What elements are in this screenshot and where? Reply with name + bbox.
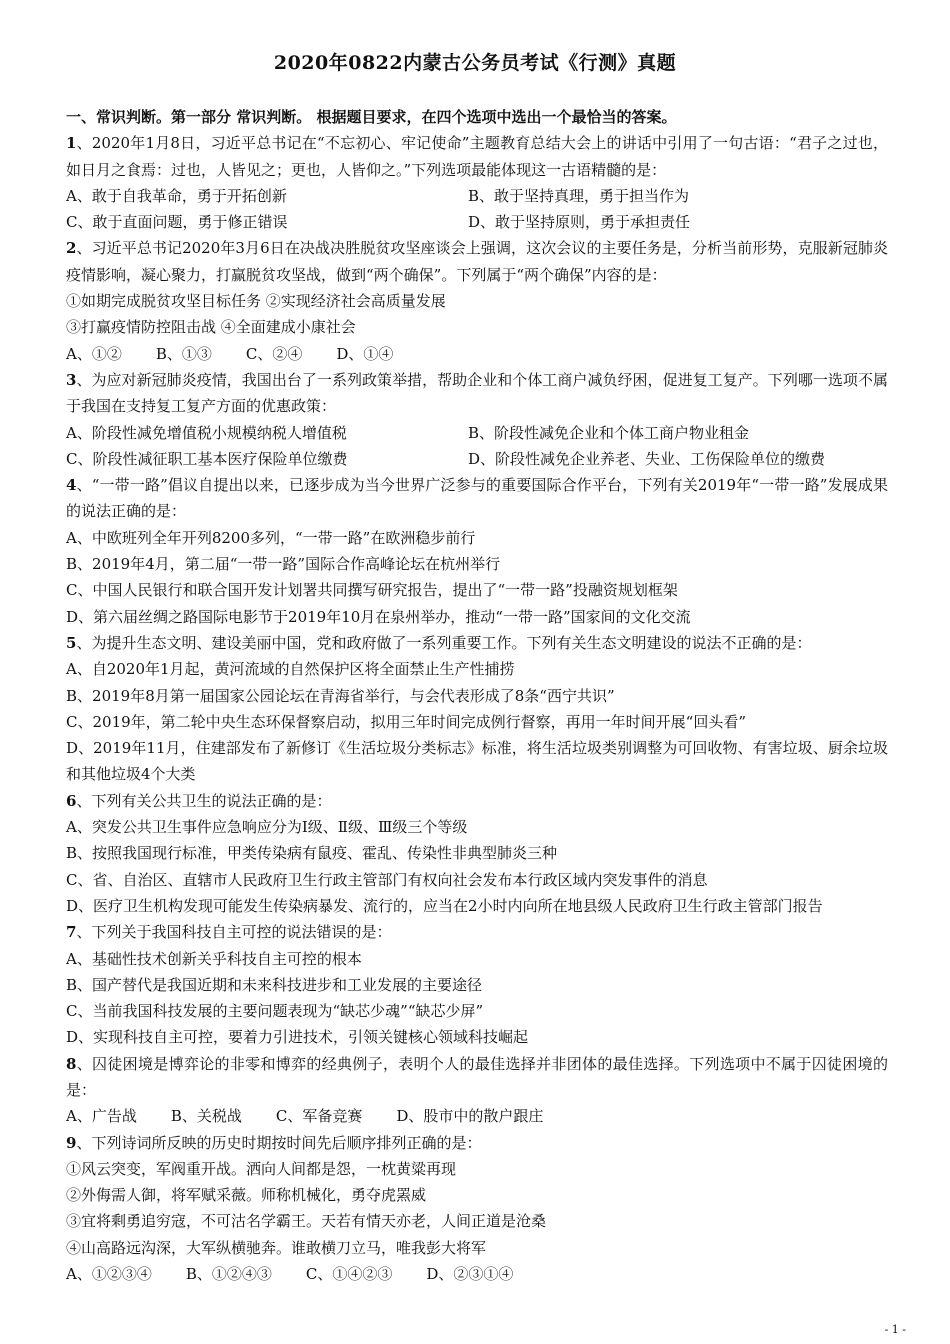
option-d: D、②③①④ <box>426 1265 514 1284</box>
statement: ④山高路远沟深，大军纵横驰奔。谁敢横刀立马，唯我彭大将军 <box>66 1238 487 1257</box>
option-b: B、国产替代是我国近期和未来科技进步和工业发展的主要途径 <box>66 975 483 994</box>
option-a: A、敢于自我革命，勇于开拓创新 <box>66 186 287 205</box>
document-title: 2020年0822内蒙古公务员考试《行测》真题 <box>273 52 677 74</box>
option-c: C、①④②③ <box>305 1265 393 1284</box>
option-b: B、按照我国现行标准，甲类传染病有鼠疫、霍乱、传染性非典型肺炎三种 <box>66 844 558 863</box>
option-row <box>66 420 888 446</box>
question-text: 、下列有关公共卫生的说法正确的是： <box>76 791 332 810</box>
question-7 <box>66 919 888 945</box>
question-number: 1 <box>66 134 77 153</box>
option-d: D、股市中的散户跟庄 <box>396 1107 544 1126</box>
statement: ③打赢疫情防控阻击战 ④全面建成小康社会 <box>66 318 356 337</box>
option-d: D、2019年11月，住建部发布了新修订《生活垃圾分类标志》标准，将生活垃圾类别调整为可回收物、有害垃圾、厨余垃圾和其他垃圾4个大类 <box>66 739 888 784</box>
question-5 <box>66 630 888 656</box>
option-b: B、2019年8月第一届国家公园论坛在青海省举行，与会代表形成了8条“西宁共识” <box>66 686 615 705</box>
question-number: 9 <box>66 1133 77 1152</box>
statement: ①如期完成脱贫攻坚目标任务 ②实现经济社会高质量发展 <box>66 292 446 311</box>
option-row <box>66 1261 888 1287</box>
option-row <box>66 1103 888 1129</box>
option-row <box>66 183 888 209</box>
option-d: D、实现科技自主可控，要着力引进技术，引领关键核心领域科技崛起 <box>66 1028 529 1047</box>
option-a: A、广告战 <box>66 1107 137 1126</box>
question-6 <box>66 788 888 814</box>
question-1 <box>66 130 888 183</box>
option-a: A、①②③④ <box>66 1265 152 1284</box>
question-number: 7 <box>66 923 77 942</box>
option-b: B、①③ <box>155 344 212 363</box>
question-text: 、下列关于我国科技自主可控的说法错误的是： <box>76 923 392 942</box>
option-a: A、①② <box>66 344 122 363</box>
question-text: 、“一带一路”倡议自提出以来，已逐步成为当今世界广泛参与的重要国际合作平台，下列有关2019年“一带一路”发展成果的说法正确的是： <box>66 476 888 521</box>
page-number: - 1 - <box>884 1323 906 1336</box>
option-c: C、当前我国科技发展的主要问题表现为“缺芯少魂”“缺芯少屏” <box>66 1002 484 1021</box>
option-b: B、阶段性减免企业和个体工商户物业租金 <box>468 423 750 442</box>
question-9 <box>66 1130 888 1156</box>
question-3 <box>66 367 888 420</box>
option-a: A、基础性技术创新关乎科技自主可控的根本 <box>66 949 362 968</box>
option-d: D、①④ <box>336 344 394 363</box>
question-number: 5 <box>66 633 77 652</box>
question-text: 、2020年1月8日，习近平总书记在“不忘初心、牢记使命”主题教育总结大会上的讲话中引用了一句古语：“君子之过也，如日月之食焉：过也，人皆见之；更也，人皆仰之。”下列选项最能体现这一古语精髓的是： <box>66 134 888 179</box>
question-text: 、为提升生态文明、建设美丽中国，党和政府做了一系列重要工作。下列有关生态文明建设的说法不正确的是： <box>76 633 812 652</box>
question-number: 2 <box>66 239 77 258</box>
question-number: 6 <box>66 791 77 810</box>
question-text: 、下列诗词所反映的历史时期按时间先后顺序排列正确的是： <box>76 1133 482 1152</box>
option-b: B、敢于坚持真理，勇于担当作为 <box>468 186 690 205</box>
option-c: C、军备竞赛 <box>275 1107 363 1126</box>
question-number: 3 <box>66 370 77 389</box>
option-a: A、中欧班列全年开列8200多列，“一带一路”在欧洲稳步前行 <box>66 528 476 547</box>
option-a: A、突发公共卫生事件应急响应分为Ⅰ级、Ⅱ级、Ⅲ级三个等级 <box>66 818 468 837</box>
section-heading: 一、常识判断。第一部分 常识判断。 根据题目要求，在四个选项中选出一个最恰当的答案。 <box>66 108 677 126</box>
option-d: D、阶段性减免企业养老、失业、工伤保险单位的缴费 <box>468 449 826 468</box>
option-b: B、2019年4月，第二届“一带一路”国际合作高峰论坛在杭州举行 <box>66 555 501 574</box>
question-text: 、为应对新冠肺炎疫情，我国出台了一系列政策举措，帮助企业和个体工商户减负纾困，促进复工复产。下列哪一选项不属于我国在支持复工复产方面的优惠政策： <box>66 370 888 416</box>
question-number: 4 <box>66 476 77 495</box>
statement: ③宜将剩勇追穷寇，不可沽名学霸王。天若有情天亦老，人间正道是沧桑 <box>66 1212 547 1231</box>
option-c: C、省、自治区、直辖市人民政府卫生行政主管部门有权向社会发布本行政区域内突发事件的消息 <box>66 870 708 889</box>
option-d: D、第六届丝绸之路国际电影节于2019年10月在泉州举办，推动“一带一路”国家间的文化交流 <box>66 607 691 626</box>
question-4 <box>66 472 888 525</box>
option-b: B、①②④③ <box>185 1265 272 1284</box>
option-c: C、敢于直面问题，勇于修正错误 <box>66 213 288 232</box>
question-text: 、囚徒困境是博弈论的非零和博弈的经典例子，表明个人的最佳选择并非团体的最佳选择。下列选项中不属于囚徒困境的是： <box>66 1054 888 1099</box>
option-row <box>66 209 888 235</box>
option-c: C、2019年，第二轮中央生态环保督察启动，拟用三年时间完成例行督察，再用一年时间开展“回头看” <box>66 712 746 731</box>
option-d: D、敢于坚持原则，勇于承担责任 <box>468 213 691 232</box>
option-a: A、自2020年1月起，黄河流域的自然保护区将全面禁止生产性捕捞 <box>66 660 515 679</box>
question-2 <box>66 235 888 288</box>
statement: ①风云突变，军阀重开战。洒向人间都是怨，一枕黄粱再现 <box>66 1159 457 1178</box>
question-number: 8 <box>66 1054 77 1073</box>
option-d: D、医疗卫生机构发现可能发生传染病暴发、流行的，应当在2小时内向所在地县级人民政府卫生行政主管部门报告 <box>66 896 823 915</box>
option-row <box>66 446 888 472</box>
option-row <box>66 341 888 367</box>
option-a: A、阶段性减免增值税小规模纳税人增值税 <box>66 423 347 442</box>
document-body <box>66 104 888 1287</box>
option-b: B、关税战 <box>170 1107 242 1126</box>
statement: ②外侮需人御，将军赋采薇。师称机械化，勇夺虎罴威 <box>66 1186 427 1205</box>
option-c: C、中国人民银行和联合国开发计划署共同撰写研究报告，提出了“一带一路”投融资规划框架 <box>66 581 678 600</box>
option-c: C、阶段性减征职工基本医疗保险单位缴费 <box>66 449 348 468</box>
question-8 <box>66 1051 888 1104</box>
option-c: C、②④ <box>245 344 303 363</box>
question-text: 、习近平总书记2020年3月6日在决战决胜脱贫攻坚座谈会上强调，这次会议的主要任务是，分析当前形势，克服新冠肺炎疫情影响，凝心聚力，打赢脱贫攻坚战，做到“两个确保”。下列属于“两个确保”内容的是： <box>66 239 888 284</box>
